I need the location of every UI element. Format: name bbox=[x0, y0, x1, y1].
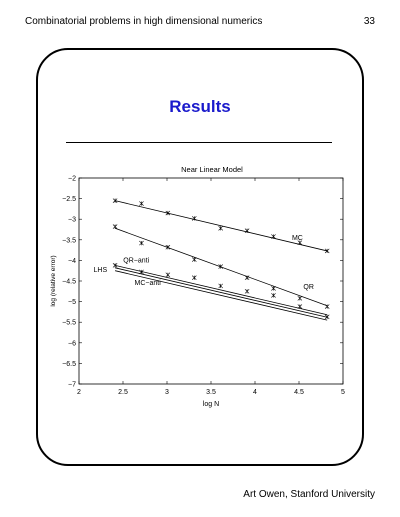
y-axis-label: log (relative error) bbox=[50, 255, 57, 307]
page-number: 33 bbox=[363, 16, 375, 27]
series-label: MC bbox=[291, 234, 303, 242]
series-label: LHS bbox=[93, 266, 108, 274]
y-tick-label: −6.5 bbox=[62, 360, 76, 368]
author-credit: Art Owen, Stanford University bbox=[243, 489, 375, 500]
y-tick-label: −4 bbox=[68, 257, 76, 265]
x-tick-label: 2.5 bbox=[118, 389, 128, 396]
y-tick-label: −6 bbox=[68, 340, 76, 348]
slide-heading: Results bbox=[169, 97, 231, 116]
x-tick-label: 4 bbox=[253, 389, 257, 396]
lecture-title: Combinatorial problems in high dimensional numerics bbox=[25, 16, 263, 27]
x-tick-label: 3 bbox=[165, 389, 169, 396]
chart-title: Near Linear Model bbox=[181, 165, 243, 174]
y-tick-label: −3 bbox=[68, 216, 76, 224]
y-tick-label: −5 bbox=[68, 299, 76, 307]
y-tick-label: −7 bbox=[68, 381, 76, 389]
x-axis-label: log N bbox=[202, 401, 220, 408]
x-tick-label: 2 bbox=[77, 389, 81, 396]
plot-area bbox=[79, 178, 343, 384]
divider bbox=[66, 142, 332, 143]
x-tick-label: 4.5 bbox=[294, 389, 304, 396]
x-tick-label: 5 bbox=[341, 389, 345, 396]
series-label: QR−anti bbox=[123, 257, 150, 265]
y-tick-label: −3.5 bbox=[62, 237, 76, 245]
series-label: QR bbox=[303, 284, 314, 292]
y-tick-label: −5.5 bbox=[62, 319, 76, 327]
y-tick-label: −2 bbox=[68, 175, 76, 183]
y-tick-label: −2.5 bbox=[62, 196, 76, 204]
slide-header bbox=[25, 16, 375, 30]
y-tick-label: −4.5 bbox=[62, 278, 76, 286]
near-linear-model-chart bbox=[48, 160, 358, 412]
series-label: MC−anti bbox=[134, 280, 161, 288]
x-tick-label: 3.5 bbox=[206, 389, 216, 396]
